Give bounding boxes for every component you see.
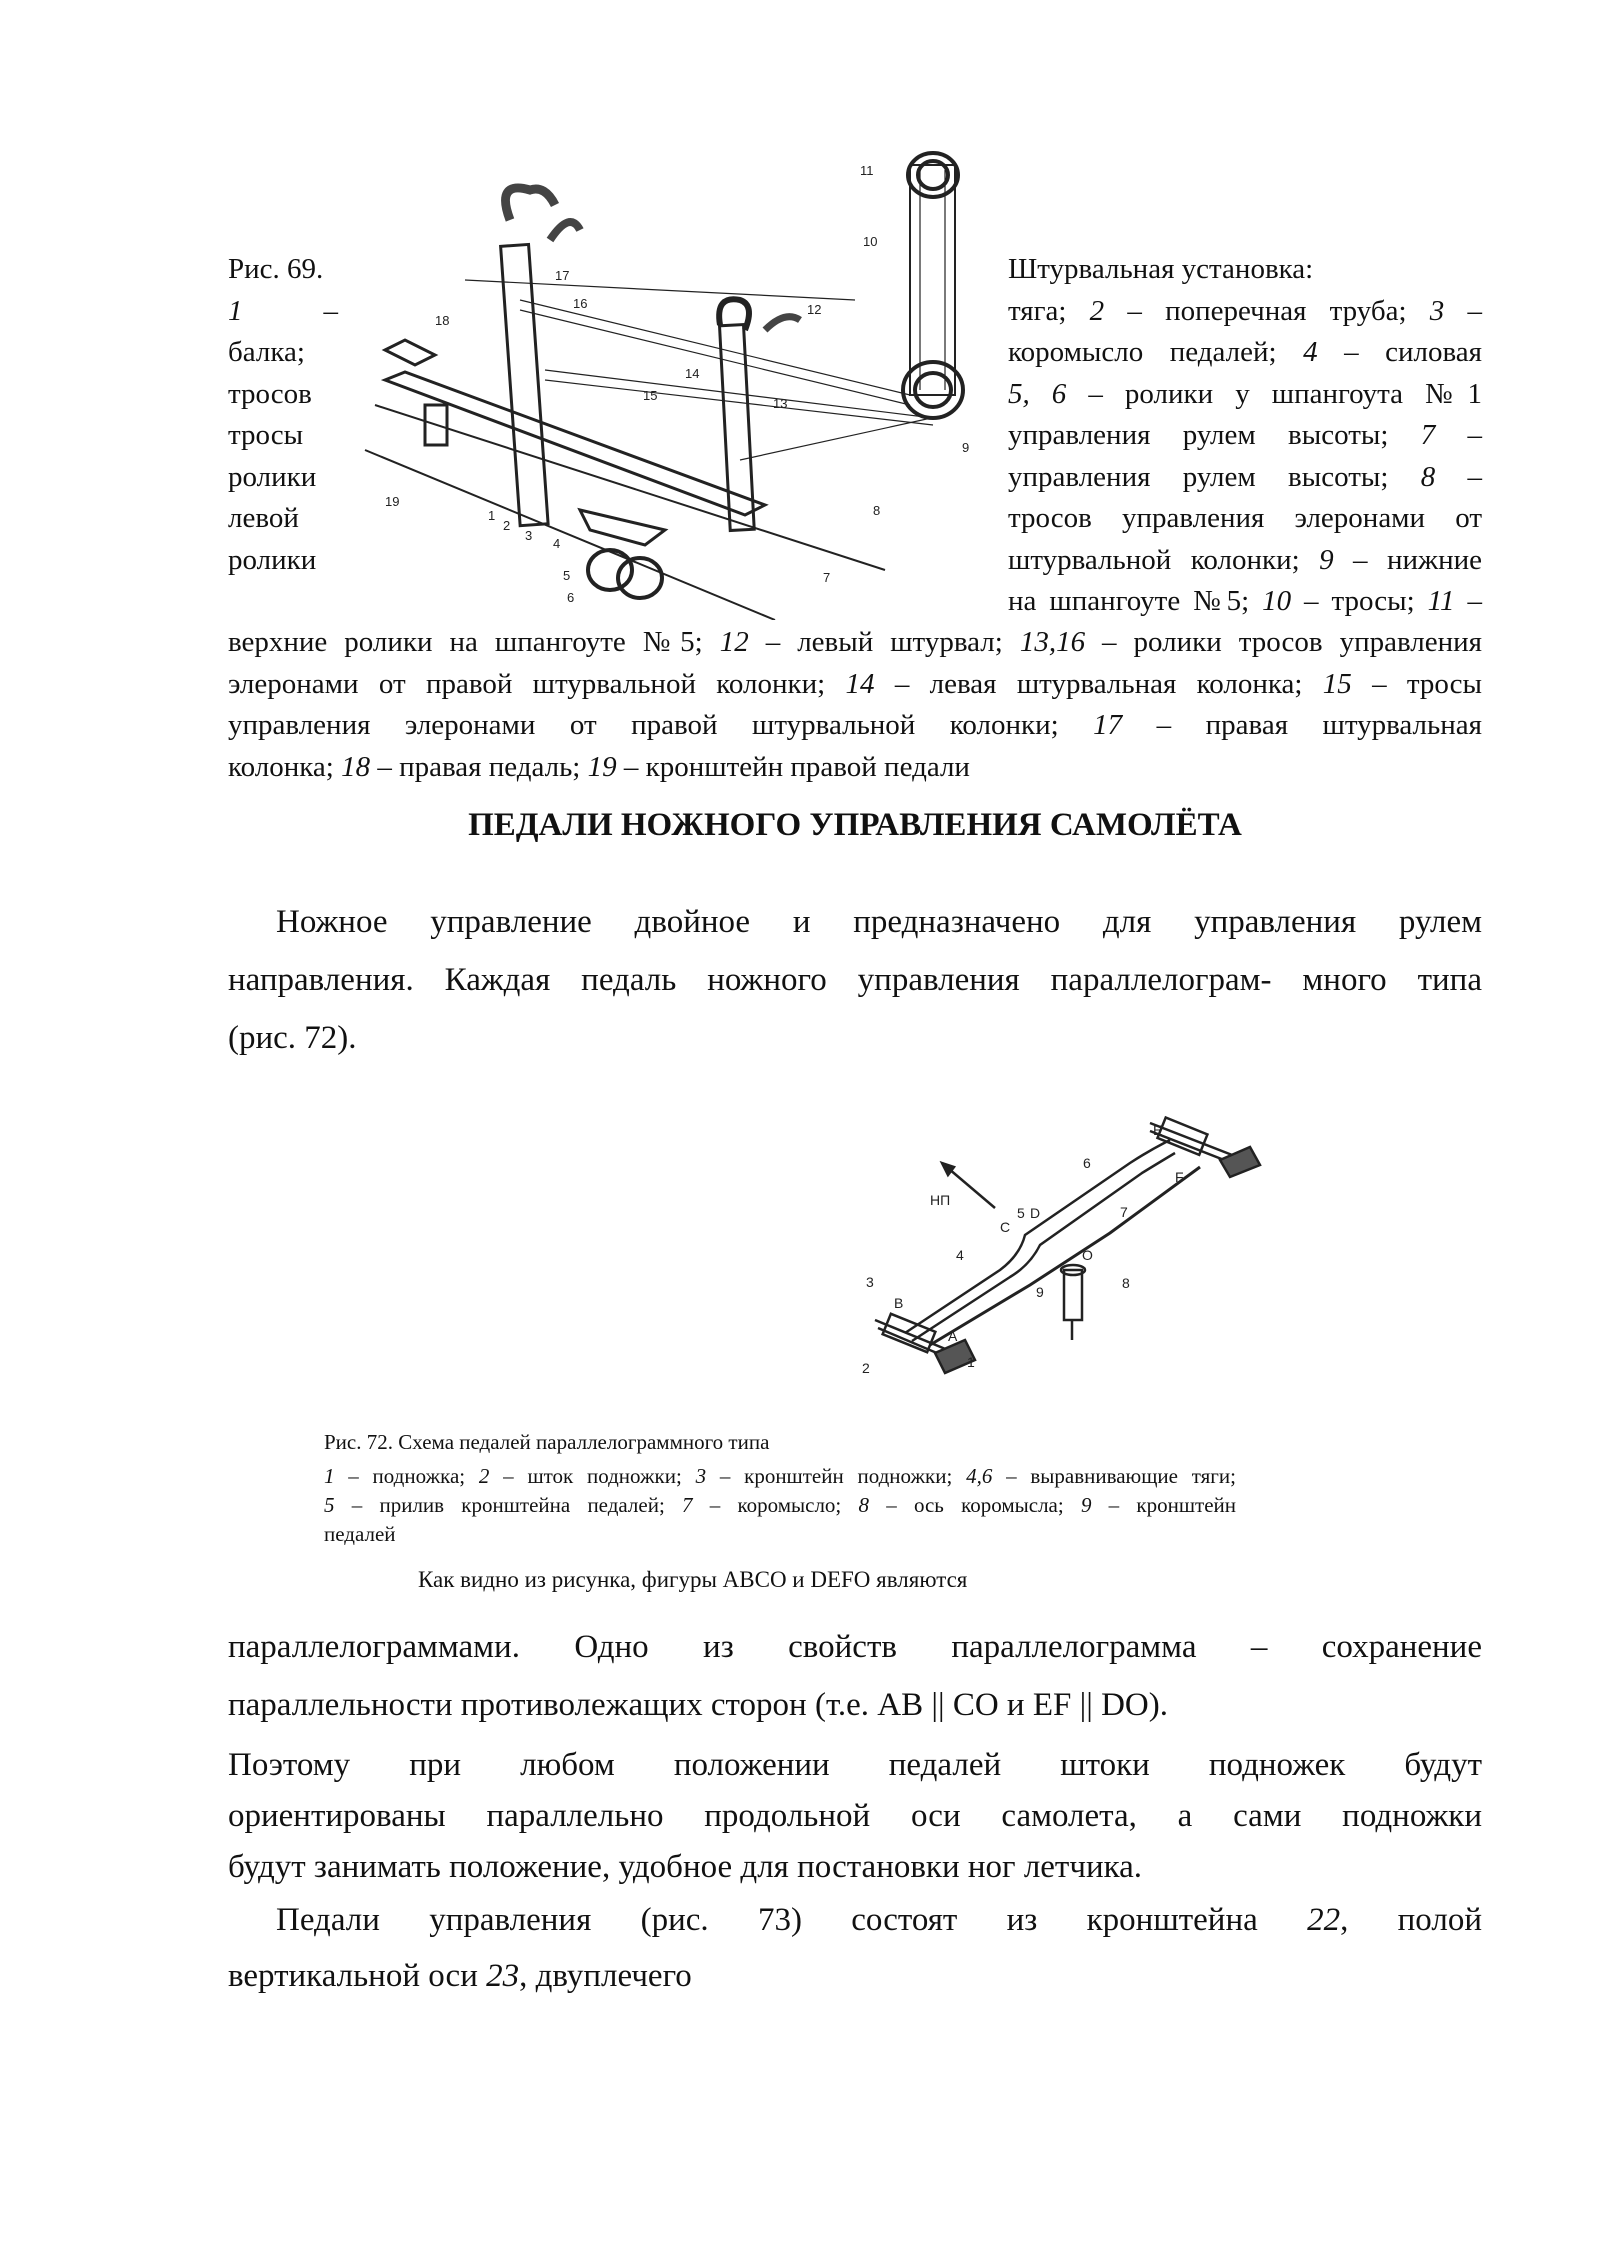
caption-line <box>228 747 1482 789</box>
item-number: 3 <box>1429 294 1445 327</box>
text-run: – шток подножки; <box>489 1464 696 1488</box>
text-run: элеронами от правой штурвальной колонки; <box>228 667 846 700</box>
right-control-column <box>501 244 548 525</box>
text-run: тяга; <box>1008 294 1090 327</box>
fig72-caption <box>324 1428 1236 1549</box>
caption-line <box>324 1462 1236 1491</box>
callout-6: 6 <box>567 590 575 605</box>
text-run: , <box>1340 1902 1349 1938</box>
fig69-right-column <box>1008 249 1482 623</box>
item-number: 7 <box>682 1493 693 1517</box>
text-run: – тросы; <box>1291 585 1428 617</box>
caption-line <box>324 1491 1236 1520</box>
text-run: – поперечная труба; <box>1104 294 1430 327</box>
fig69-left-column: Рис. 69. 1 – балка; тросов тросы ролики левой ролики <box>228 249 338 581</box>
item-number: 5, 6 <box>1008 377 1067 410</box>
caption-line <box>1008 415 1482 457</box>
text-run: верхние ролики на шпангоуте №5; <box>228 626 720 658</box>
callout-D: D <box>1030 1205 1041 1221</box>
paragraph-orientation: Поэтому при любом положении педалей штоки подножек будут ориентированы параллельно продольной оси самолета, а сами подножки будут занимать положение, удобное для постановки ног летчика. <box>228 1747 1482 1885</box>
callout-C: C <box>1000 1219 1011 1235</box>
callout-6: 6 <box>1083 1155 1091 1171</box>
text-run: управления рулем высоты; <box>1008 460 1421 493</box>
text-run: – коромысло; <box>692 1493 859 1517</box>
text-run: – левый штурвал; <box>748 626 1020 658</box>
item-number: 12 <box>719 626 749 658</box>
callout-19: 19 <box>385 494 400 509</box>
callout-5: 5 <box>563 568 571 583</box>
text-run: – ось коромысла; <box>869 1493 1081 1517</box>
callout-O: O <box>1082 1247 1093 1263</box>
paragraph-parallelograms: параллелограммами. Одно из свойств параллелограмма – сохранение параллельности противолежащих сторон (т.е. AB || CO и EF || DO). <box>228 1629 1482 1723</box>
text-run: – кронштейн подножки; <box>706 1464 967 1488</box>
caption-line <box>1008 374 1482 416</box>
text-run: Педали управления (рис. 73) состоят из кронштейна <box>276 1902 1308 1938</box>
fig69-item1: 1 – <box>228 294 338 327</box>
caption-line <box>324 1520 1236 1549</box>
callout-9: 9 <box>1036 1284 1044 1300</box>
text-run: – ролики у шпангоута №1 <box>1066 377 1482 410</box>
callout-18: 18 <box>435 313 450 328</box>
text-run: – кронштейн <box>1091 1493 1236 1517</box>
callout-3: 3 <box>525 528 533 543</box>
text-run: – правая штурвальная <box>1122 709 1482 741</box>
caption-line <box>1008 540 1482 582</box>
callout-12: 12 <box>807 302 822 317</box>
text-run: – <box>1444 294 1482 327</box>
fig72-title: Рис. 72. Схема педалей параллелограммного типа <box>324 1430 770 1454</box>
callout-3: 3 <box>866 1274 874 1290</box>
text-run: – ролики тросов управления <box>1085 626 1482 658</box>
text-run: – правая педаль; <box>370 750 588 783</box>
callout-1: 1 <box>488 508 496 523</box>
callout-2: 2 <box>862 1360 870 1376</box>
steering-assembly-drawing <box>345 150 1005 620</box>
item-number: 23 <box>486 1958 520 1994</box>
caption-line <box>1008 498 1482 540</box>
item-number: 19 <box>587 750 617 783</box>
body-line <box>228 1892 1482 1948</box>
item-number: 22 <box>1307 1902 1341 1938</box>
caption-line <box>1008 291 1482 333</box>
body-line <box>228 1948 1482 2004</box>
item-number: 14 <box>845 667 875 700</box>
callout-7: 7 <box>823 570 831 585</box>
text-run: колонка; <box>228 750 342 783</box>
callout-11: 11 <box>860 163 874 178</box>
caption-line <box>228 622 1482 664</box>
item-number: 1 <box>324 1464 335 1488</box>
fig69-title: Штурвальная установка: <box>1008 253 1314 285</box>
text-run: управления рулем высоты; <box>1008 419 1421 451</box>
text-run: вертикальной оси <box>228 1958 487 1994</box>
item-number: 10 <box>1262 585 1292 617</box>
callout-E: E <box>1153 1122 1163 1138</box>
text-run: – подножка; <box>334 1464 479 1488</box>
item-number: 13,16 <box>1019 626 1086 658</box>
caption-line <box>1008 457 1482 499</box>
caption-line <box>1008 332 1482 374</box>
text-run: – силовая <box>1317 336 1482 368</box>
callout-9: 9 <box>962 440 970 455</box>
caption-line <box>228 664 1482 706</box>
callout-B: B <box>894 1295 904 1311</box>
callout-8: 8 <box>1122 1275 1130 1291</box>
text-run: – прилив кронштейна педалей; <box>334 1493 683 1517</box>
item-number: 2 <box>478 1464 490 1488</box>
callout-A: A <box>948 1328 958 1344</box>
item-number: 4,6 <box>966 1464 993 1488</box>
item-number: 8 <box>1420 460 1436 493</box>
item-number: 4 <box>1303 336 1318 368</box>
fig69-caption-continuation <box>228 622 1482 788</box>
callout-10: 10 <box>863 234 878 249</box>
callout-2: 2 <box>503 518 511 533</box>
item-number: 5 <box>324 1493 335 1517</box>
caption-line <box>228 705 1482 747</box>
callout-1: 1 <box>967 1354 975 1370</box>
callout-13: 13 <box>773 396 788 411</box>
callout-17: 17 <box>555 268 570 283</box>
text-run: педалей <box>324 1522 396 1546</box>
callout-7: 7 <box>1120 1204 1128 1220</box>
item-number: 2 <box>1089 294 1105 327</box>
paragraph-intro: Ножное управление двойное и предназначено для управления рулем направления. Каждая педаль ножного управления параллелограм- много типа (рис. 72). <box>228 904 1482 1056</box>
text-run: – <box>1435 419 1483 451</box>
callout-4: 4 <box>956 1247 964 1263</box>
text-run: – левая штурвальная колонка; <box>874 667 1323 700</box>
callout-16: 16 <box>573 296 588 311</box>
callout-F: F <box>1175 1169 1184 1185</box>
caption-line <box>1008 581 1482 623</box>
item-number: 11 <box>1427 585 1455 617</box>
text-run: – выравнивающие тяги; <box>992 1464 1236 1488</box>
item-number: 7 <box>1420 419 1436 451</box>
text-run: , двуплечего <box>519 1958 692 1994</box>
text-run: коромысло педалей; <box>1008 336 1304 368</box>
item-number: 18 <box>341 750 371 783</box>
callout-4: 4 <box>553 536 561 551</box>
text-run: – тросы <box>1351 667 1482 700</box>
text-run: на шпангоуте №5; <box>1008 585 1263 617</box>
section-heading: ПЕДАЛИ НОЖНОГО УПРАВЛЕНИЯ САМОЛЁТА <box>468 807 1242 843</box>
text-run: – <box>1454 585 1482 617</box>
text-run: полой <box>1348 1902 1482 1938</box>
paragraph-pedal-parts <box>228 1892 1482 2004</box>
item-number: 17 <box>1093 709 1123 741</box>
text-run: – <box>1435 460 1483 493</box>
text-run: – кронштейн правой педали <box>616 750 970 783</box>
pedal-scheme-drawing <box>850 1105 1270 1405</box>
item-number: 9 <box>1319 543 1334 576</box>
text-run: управления элеронами от правой штурвальной колонки; <box>228 709 1094 741</box>
text-run: штурвальной колонки; <box>1008 543 1320 576</box>
fig69-label: Рис. 69. <box>228 253 324 285</box>
item-number: 15 <box>1322 667 1352 700</box>
callout-14: 14 <box>685 366 700 381</box>
item-number: 3 <box>695 1464 707 1488</box>
callout-15: 15 <box>643 388 658 403</box>
text-run: – нижние <box>1333 543 1482 576</box>
item-number: 8 <box>858 1493 869 1517</box>
callout-8: 8 <box>873 503 881 518</box>
item-number: 9 <box>1080 1493 1092 1517</box>
fig72-note: Как видно из рисунка, фигуры ABCO и DEFO являются <box>418 1567 968 1592</box>
callout-np: НП <box>930 1192 951 1208</box>
callout-5: 5 <box>1017 1205 1025 1221</box>
text-run: тросов управления элеронами от <box>1008 502 1482 534</box>
